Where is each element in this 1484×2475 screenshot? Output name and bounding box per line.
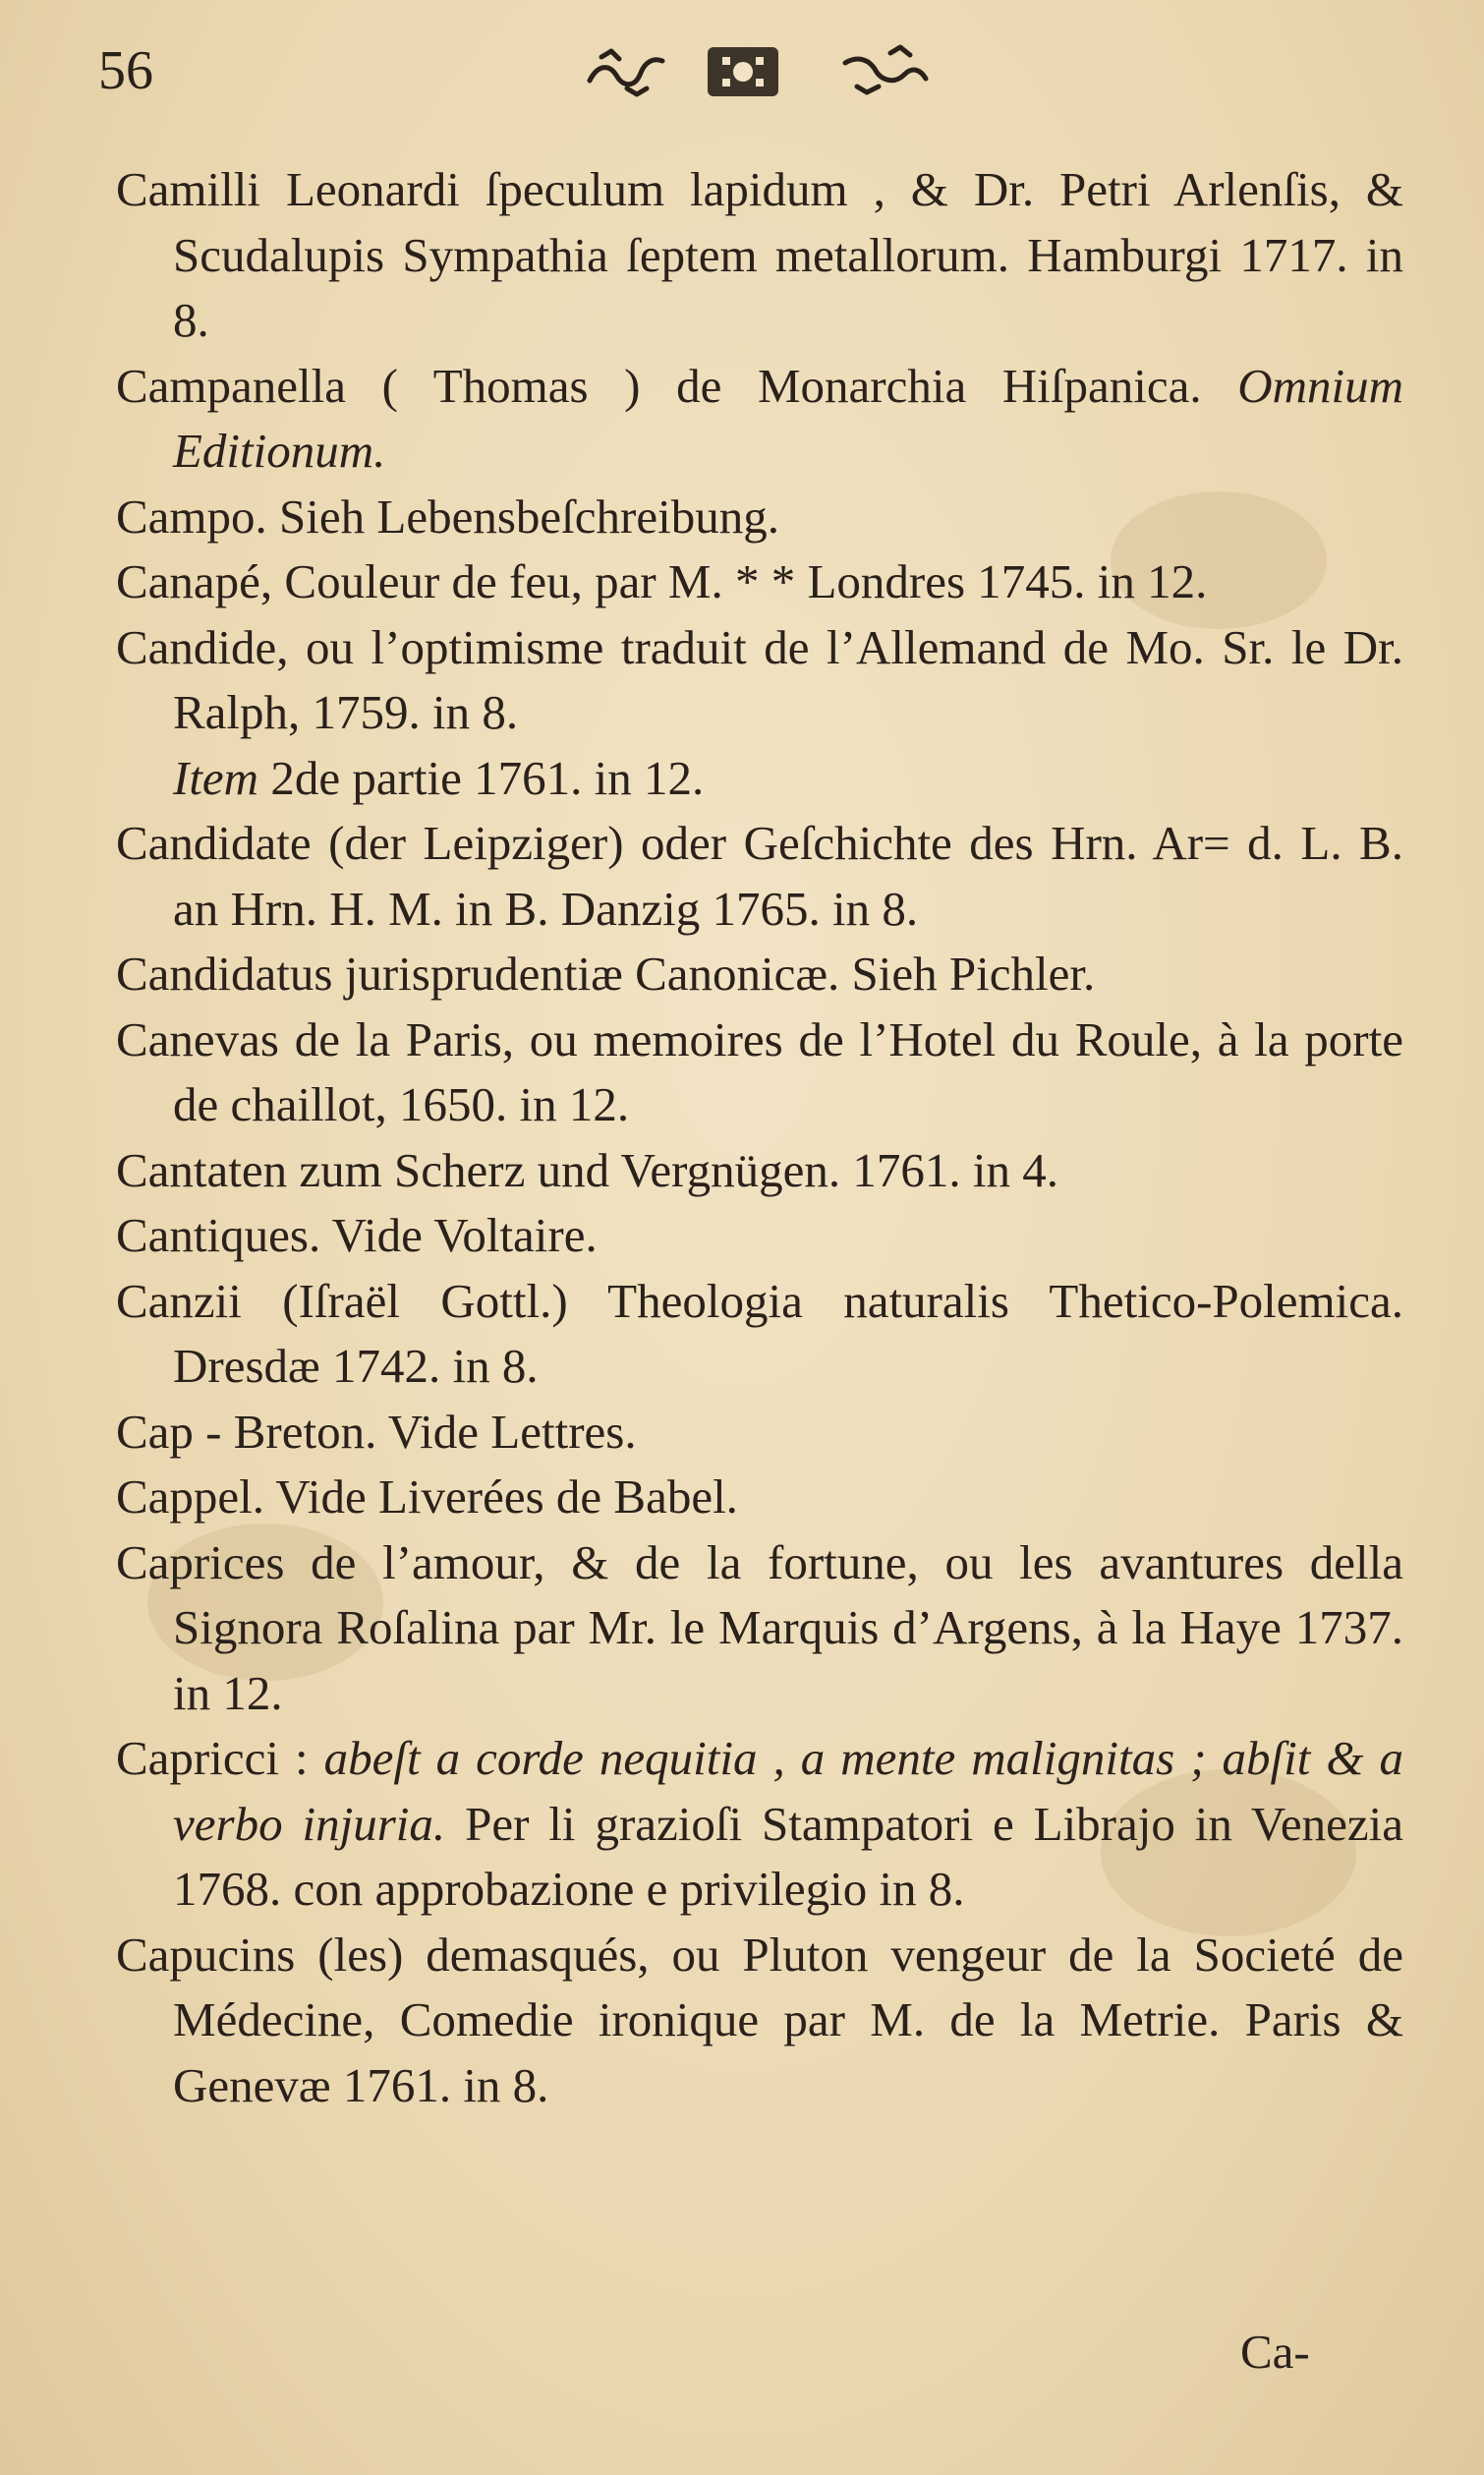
entry-text: Canzii (Iſraël Gottl.) Theologia naturalis Thetico-Polemica. Dresdæ 1742. in 8. [116, 1273, 1403, 1393]
catalog-entry [116, 1923, 1403, 2119]
entry-text: Canapé, Couleur de feu, par M. * * Londres 1745. in 12. [116, 554, 1208, 608]
entry-text: Capucins (les) demasqués, ou Pluton vengeur de la Societé de Médecine, Comedie ironique par M. de la Metrie. Paris & Genevæ 1761. in 8. [116, 1927, 1403, 2112]
page-number: 56 [98, 40, 153, 101]
entry-text: Cap - Breton. Vide Lettres. [116, 1404, 637, 1459]
entry-italic-note: Omnium Editionum. [173, 358, 1403, 478]
entry-text: Per li grazioſi Stampatori e Librajo in Venezia 1768. con approbazione e privilegio in 8. [173, 1796, 1403, 1916]
catalog-entry [116, 942, 1403, 1007]
catalog-entry [116, 1138, 1403, 1204]
entry-text: Campanella ( Thomas ) de Monarchia Hiſpanica. [116, 358, 1238, 413]
catalog-entry [116, 1007, 1403, 1138]
entry-text: Cappel. Vide Liverées de Babel. [116, 1469, 738, 1524]
entry-text: Canevas de la Paris, ou memoires de l’Hotel du Roule, à la porte de chaillot, 1650. in 12. [116, 1011, 1403, 1131]
catalog-entry [116, 811, 1403, 942]
entry-text: Campo. Sieh Lebensbeſchreibung. [116, 489, 779, 544]
entry-text: Candide, ou l’optimisme traduit de l’Allemand de Mo. Sr. le Dr. Ralph, 1759. in 8. [116, 619, 1403, 739]
entry-italic-note: abeſt a corde nequitia , a mente malignitas ; abſit & a verbo injuria. [173, 1731, 1404, 1851]
catalog-entry [116, 485, 1403, 550]
catalog-entry [116, 1465, 1403, 1530]
catalog-entry [116, 746, 1403, 812]
entry-text: Candidate (der Leipziger) oder Geſchichte des Hrn. Ar= d. L. B. an Hrn. H. M. in B. Danzig 1765. in 8. [116, 816, 1403, 936]
entry-text: Caprices de l’amour, & de la fortune, ou les avantures della Signora Roſalina par Mr. le Marquis d’Argens, à la Haye 1737. in 12. [116, 1534, 1403, 1720]
entry-text: Cantiques. Vide Voltaire. [116, 1208, 598, 1262]
catalog-entry [116, 615, 1403, 746]
catalog-entry [116, 354, 1403, 485]
entry-text: Cantaten zum Scherz und Vergnügen. 1761. in 4. [116, 1142, 1058, 1197]
catchword: Ca- [1240, 2325, 1310, 2379]
catalog-entry [116, 549, 1403, 615]
catalog-entry [116, 1530, 1403, 1727]
entry-italic-note: Item [173, 750, 271, 805]
catalog-entry [116, 157, 1403, 354]
catalog-entries [116, 157, 1403, 2118]
entry-text: 2de partie 1761. in 12. [270, 750, 705, 805]
entry-text: Capricci : [116, 1731, 324, 1785]
entry-text: Candidatus jurisprudentiæ Canonicæ. Sieh Pichler. [116, 947, 1096, 1001]
catalog-entry [116, 1726, 1403, 1923]
printer-ornament-icon [580, 39, 934, 104]
catalog-entry [116, 1400, 1403, 1466]
catalog-entry [116, 1203, 1403, 1269]
entry-text: Camilli Leonardi ſpeculum lapidum , & Dr. Petri Arlenſis, & Scudalupis Sympathia ſeptem metallorum. Hamburgi 1717. in 8. [116, 162, 1403, 347]
catalog-entry [116, 1269, 1403, 1400]
